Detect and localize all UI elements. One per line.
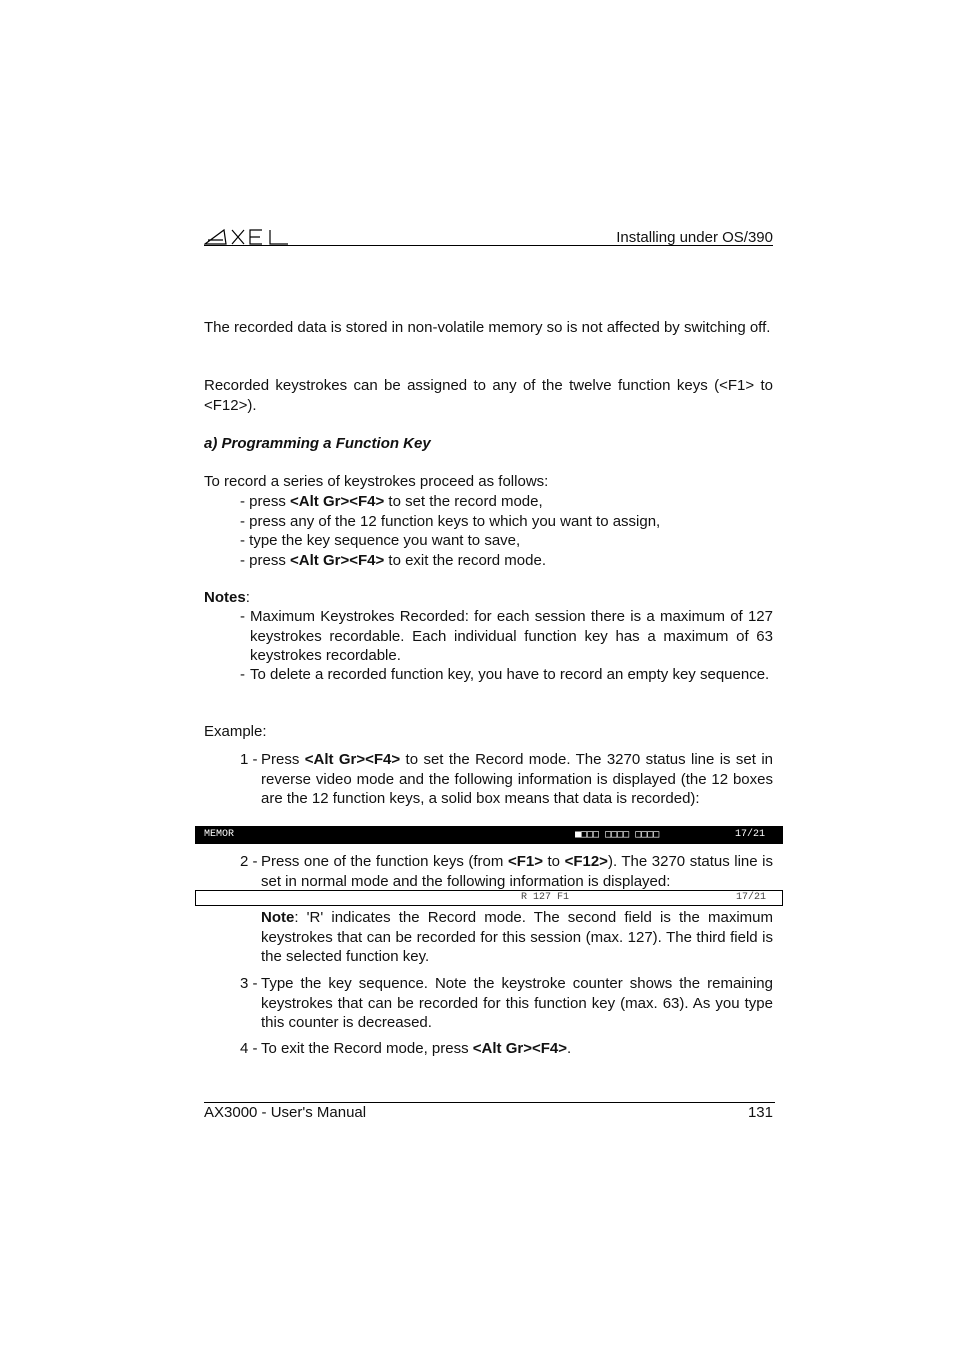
- header-title: Installing under OS/390: [616, 229, 773, 246]
- list-item: - press any of the 12 function keys to which you want to assign,: [240, 512, 661, 530]
- paragraph-function-keys: Recorded keystrokes can be assigned to any of the twelve function keys (<F1> to <F12>).: [204, 377, 773, 414]
- list-item: - type the key sequence you want to save,: [240, 532, 521, 549]
- header-rule: [204, 245, 773, 246]
- status-line-normal: [195, 890, 783, 906]
- paragraph-nonvolatile: The recorded data is stored in non-volatile memory so is not affected by switching off.: [204, 319, 771, 336]
- example-step-2: 2 - Press one of the function keys (from <F1> to <F12>). The 3270 status line is set in normal mode and the following information is displayed:: [240, 853, 773, 890]
- note-item: - To delete a recorded function key, you have to record an empty key sequence.: [240, 666, 770, 683]
- example-label: Example:: [204, 723, 267, 740]
- status-cursor-position: 17/21: [735, 829, 766, 840]
- status-cursor-position: 17/21: [736, 892, 767, 903]
- list-item: - press <Alt Gr><F4> to set the record mode,: [240, 493, 543, 510]
- axel-logo: [204, 224, 290, 246]
- list-item: - press <Alt Gr><F4> to exit the record mode.: [240, 551, 546, 569]
- status-line-reverse: [195, 826, 783, 844]
- function-key-boxes: ■□□□ □□□□ □□□□: [575, 829, 660, 840]
- notes-heading: Notes:: [204, 589, 250, 606]
- example-step-4: 4 - To exit the Record mode, press <Alt Gr><F4>.: [240, 1040, 572, 1057]
- record-mode-note: Note: 'R' indicates the Record mode. The second field is the maximum keystrokes that can be recorded for this session (max. 127). The third field is the selected function key.: [261, 909, 773, 965]
- page-number: 131: [747, 1104, 773, 1121]
- footer-rule: [204, 1102, 775, 1103]
- step-list: [240, 492, 773, 570]
- section-heading: a) Programming a Function Key: [204, 435, 431, 452]
- example-step-1: 1 - Press <Alt Gr><F4> to set the Record mode. The 3270 status line is set in reverse video mode and the following information is displayed (the 12 boxes are the 12 function keys, a solid box means that data is recorded):: [240, 751, 774, 807]
- intro-text: To record a series of keystrokes proceed as follows:: [204, 473, 549, 490]
- status-mode-label: MEMOR: [204, 829, 235, 840]
- footer-manual-title: AX3000 - User's Manual: [204, 1104, 367, 1121]
- example-step-3: 3 - Type the key sequence. Note the keystroke counter shows the remaining keystrokes that can be recorded for this function key (max. 63). As you type this counter is decreased.: [240, 975, 773, 1031]
- note-item: - Maximum Keystrokes Recorded: for each session there is a maximum of 127 keystrokes recordable. Each individual function key has a maximum of 63 keystrokes recordable.: [240, 608, 773, 664]
- status-record-info: R 127 F1: [521, 892, 570, 903]
